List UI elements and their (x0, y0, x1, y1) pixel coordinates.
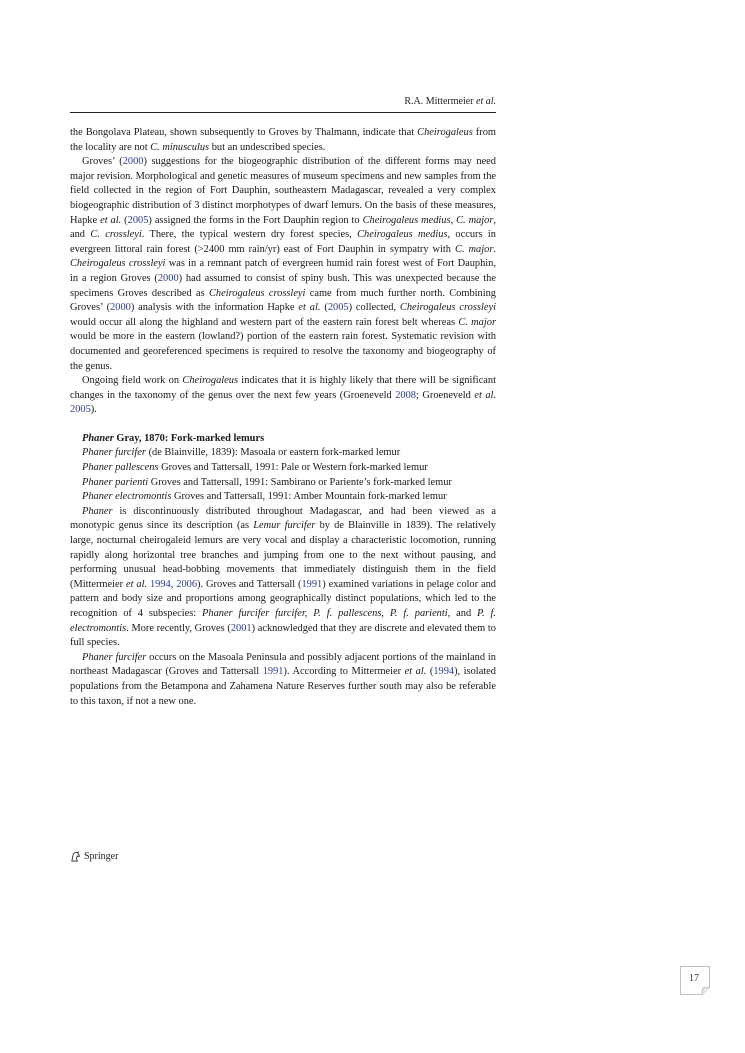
italic-text: C. major (455, 243, 494, 255)
citation-link[interactable]: 1991 (301, 578, 323, 590)
header-etal: et al. (476, 96, 496, 107)
italic-text: et al. (404, 666, 427, 678)
header-rule (70, 112, 496, 113)
italic-text: Cheirogaleus medius (357, 229, 448, 241)
citation-link[interactable]: 2001 (230, 622, 252, 634)
italic-text: Cheirogaleus medius (362, 214, 451, 226)
paragraph: Phaner is discontinuously distributed throughout Madagascar, and had been viewed as a monotypic genus since its description (as Lemur furcifer by de Blainville in 1839). The relatively large, nocturnal cheirogaleid lemurs are very vocal and display a characteristic locomotion, running rapidly along horizontal tree branches and jumping from one to the next without pausing, and performing unusual head-bobbing movements that immediately distinguish them in the field (Mittermeier et al. 1994, 2006). Groves and Tattersall (1991) examined variations in pelage color and pattern and body size and proportions among geographically distinct populations, which led to the recognition of 4 subspecies: Phaner furcifer furcifer, P. f. pallescens, P. f. parienti, and P. f. electromontis. More recently, Groves (2001) acknowledged that they are discrete and elevated them to full species. (70, 505, 497, 649)
citation-link[interactable]: 2008 (395, 389, 416, 401)
italic-text: et al. (125, 578, 148, 590)
publisher-name: Springer (84, 851, 119, 862)
paragraph: the Bongolava Plateau, shown subsequently to Groves by Thalmann, indicate that Cheirogaleus from the locality are not C. minusculus but an undescribed species. (70, 127, 496, 153)
italic-text: Lemur furcifer (253, 520, 316, 532)
citation-link[interactable]: 1991 (262, 666, 284, 678)
italic-text: P. f. electromontis (70, 608, 497, 634)
italic-text: et al. (298, 302, 321, 314)
italic-text: Cheirogaleus crossleyi (70, 258, 166, 270)
italic-text: et al. (474, 389, 496, 401)
italic-text: Phaner pallescens (82, 462, 159, 474)
paragraph: Groves’ (2000) suggestions for the biogeographic distribution of the different forms may need major revision. Morphological and genetic measures of museum specimens and new samples from the field collected in the region of Fort Dauphin, southeastern Madagascar, revealed a very complex biogeographic distribution of 3 distinct morphotypes of dwarf lemurs. On the basis of these measures, Hapke et al. (2005) assigned the forms in the Fort Dauphin region to Cheirogaleus medius, C. major, and C. crossleyi. There, the typical western dry forest species, Cheirogaleus medius, occurs in evergreen littoral rain forest (>2400 mm rain/yr) east of Fort Dauphin in sympatry with C. major. Cheirogaleus crossleyi was in a remnant patch of evergreen humid rain forest west of Fort Dauphin, in a region Groves (2000) had assumed to consist of spiny bush. This was unexpected because the specimens Groves described as Cheirogaleus crossleyi came from much further north. Combining Groves’ (2000) analysis with the information Hapke et al. (2005) collected, Cheirogaleus crossleyi would occur all along the highland and western part of the eastern rain forest belt whereas C. major would be more in the eastern (lowland?) portion of the eastern rain forest. Systematic revision with documented and georeferenced specimens is required to resolve the taxonomy and biogeography of the genus. (70, 156, 497, 372)
italic-text: Phaner (82, 432, 114, 444)
italic-text: Phaner furcifer furcifer, P. f. pallescens, P. f. parienti, (202, 608, 451, 619)
header-author: R.A. Mittermeier (404, 96, 474, 107)
page-number: 17 (689, 973, 699, 984)
italic-text: Phaner parienti (82, 476, 149, 488)
paragraph: Ongoing field work on Cheirogaleus indicates that it is highly likely that there will be significant changes in the taxonomy of the genus over the next few years (Groeneveld 2008; Groeneveld et al. 2005). (70, 375, 497, 416)
bold-text: Gray, 1870: Fork-marked lemurs (113, 432, 265, 444)
citation-link[interactable]: 2000 (110, 302, 131, 314)
section-gap (70, 418, 496, 432)
species-entry: Phaner pallescens Groves and Tattersall, 1991: Pale or Western fork-marked lemur (82, 462, 428, 474)
publisher-logo (70, 851, 118, 862)
italic-text: Phaner electromontis (82, 491, 172, 503)
italic-text: Cheirogaleus crossleyi (399, 302, 496, 314)
paragraph: Phaner furcifer occurs on the Masoala Peninsula and possibly adjacent portions of the mainland in northeast Madagascar (Groves and Tattersall 1991). According to Mittermeier et al. (1994), isolated populations from the Betampona and Zahamena Nature Reserves further south may also be referable to this taxon, if not a new one. (70, 651, 496, 707)
springer-horse-icon (70, 851, 81, 862)
citation-link[interactable]: 2006 (176, 578, 198, 590)
citation-link[interactable]: 2005 (327, 302, 349, 314)
article-body (70, 126, 496, 709)
citation-link[interactable]: 2005 (70, 404, 91, 416)
species-entry: Phaner electromontis Groves and Tattersall, 1991: Amber Mountain fork-marked lemur (82, 491, 447, 503)
italic-text: C. minusculus (150, 141, 210, 153)
italic-text: Cheirogaleus crossleyi (208, 287, 306, 299)
citation-link[interactable]: 1994 (149, 578, 171, 590)
italic-text: Cheirogaleus (417, 127, 473, 138)
species-entry: Phaner parienti Groves and Tattersall, 1991: Sambirano or Pariente’s fork-marked lemur (82, 476, 452, 488)
citation-link[interactable]: 1994 (433, 666, 455, 678)
section-heading (70, 432, 496, 447)
italic-text: et al. (100, 214, 122, 226)
italic-text: Phaner (82, 505, 113, 517)
citation-link[interactable]: 2000 (157, 272, 179, 284)
running-header (404, 96, 496, 107)
italic-text: C. crossleyi (90, 229, 142, 241)
citation-link[interactable]: 2000 (122, 156, 144, 168)
italic-text: C. major (456, 214, 494, 226)
citation-link[interactable]: 2005 (127, 214, 149, 226)
italic-text: Cheirogaleus (182, 375, 238, 387)
italic-text: Phaner furcifer (82, 447, 146, 459)
species-entry: Phaner furcifer (de Blainville, 1839): Masoala or eastern fork-marked lemur (82, 447, 401, 459)
page-number-box (680, 966, 712, 994)
italic-text: C. major (458, 316, 496, 328)
italic-text: Phaner furcifer (82, 651, 147, 663)
